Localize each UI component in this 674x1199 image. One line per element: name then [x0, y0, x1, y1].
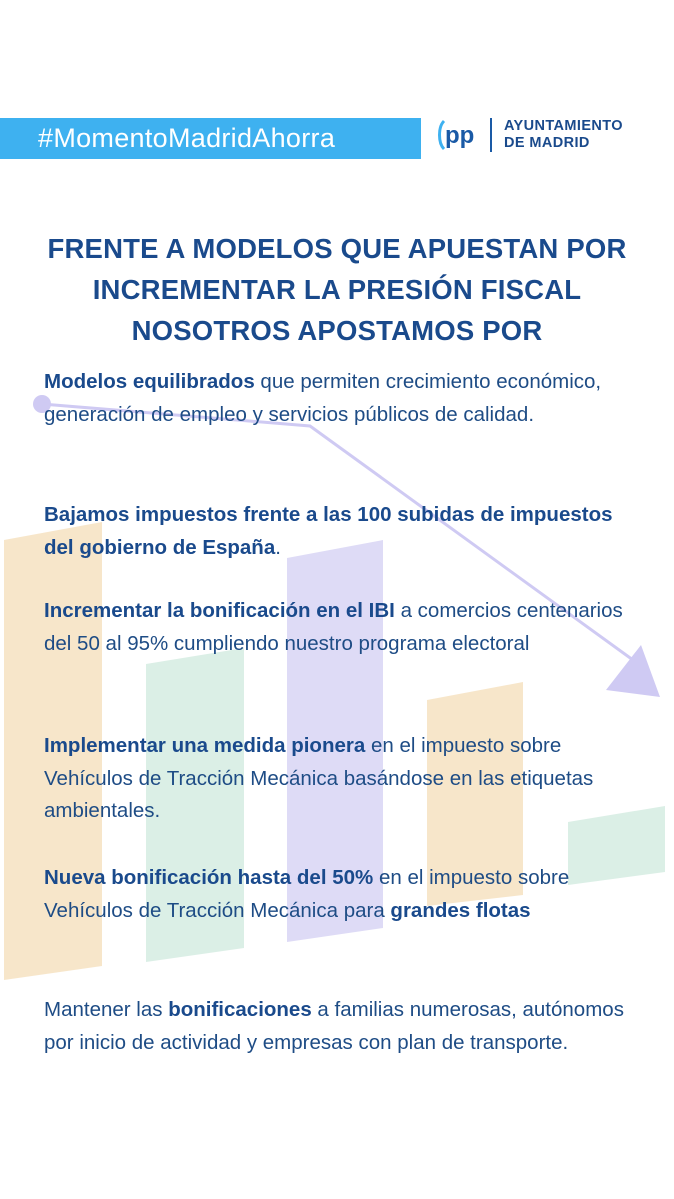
proposal-item-4 [44, 730, 644, 828]
proposal-5-bold-end: grandes flotas [390, 898, 531, 922]
organization-line-1: AYUNTAMIENTO [504, 118, 623, 134]
proposal-2-text: . [275, 535, 281, 559]
pp-logo-text: pp [445, 122, 475, 149]
headline-line-1: FRENTE A MODELOS QUE APUESTAN POR [47, 233, 627, 264]
proposal-6-text: a familias numerosas, autónomos por inicio de actividad y empresas con plan de transporte. [44, 998, 624, 1054]
proposal-1-text: que permiten crecimiento económico, generación de empleo y servicios públicos de calidad. [44, 370, 602, 426]
hashtag-banner [0, 118, 421, 159]
logo-separator [490, 118, 492, 152]
hashtag-text: #MomentoMadridAhorra [38, 123, 336, 153]
proposal-1-bold: Modelos equilibrados [44, 370, 255, 393]
organization-name [504, 118, 623, 152]
organization-line-2: DE MADRID [504, 135, 590, 151]
proposal-4-text: en el impuesto sobre Vehículos de Tracción Mecánica basándose en las etiquetas ambientales. [44, 734, 594, 822]
headline-line-2: INCREMENTAR LA PRESIÓN FISCAL [92, 274, 582, 305]
proposal-item-3 [44, 595, 644, 660]
proposal-item-6 [44, 994, 644, 1059]
proposal-6-bold: bonificaciones [168, 998, 312, 1021]
proposal-4-bold: Implementar una medida pionera [44, 734, 366, 757]
headline-line-3: NOSOTROS APOSTAMOS POR [131, 315, 543, 346]
proposal-5-bold: Nueva bonificación hasta del 50% [44, 866, 374, 889]
proposal-6-prefix: Mantener las [44, 998, 169, 1021]
proposal-item-2 [44, 499, 644, 564]
proposal-2-bold: Bajamos impuestos frente a las 100 subidas de impuestos del gobierno de España [44, 503, 613, 559]
proposal-5-text: en el impuesto sobre Vehículos de Tracción Mecánica para [44, 866, 570, 922]
proposal-item-5 [44, 862, 644, 927]
logo-block [436, 114, 623, 156]
proposal-3-text: a comercios centenarios del 50 al 95% cumpliendo nuestro programa electoral [44, 599, 623, 655]
headline [0, 228, 674, 351]
pp-logo-icon [436, 115, 482, 155]
proposal-item-1 [44, 366, 644, 431]
proposal-3-bold: Incrementar la bonificación en el IBI [44, 599, 395, 622]
